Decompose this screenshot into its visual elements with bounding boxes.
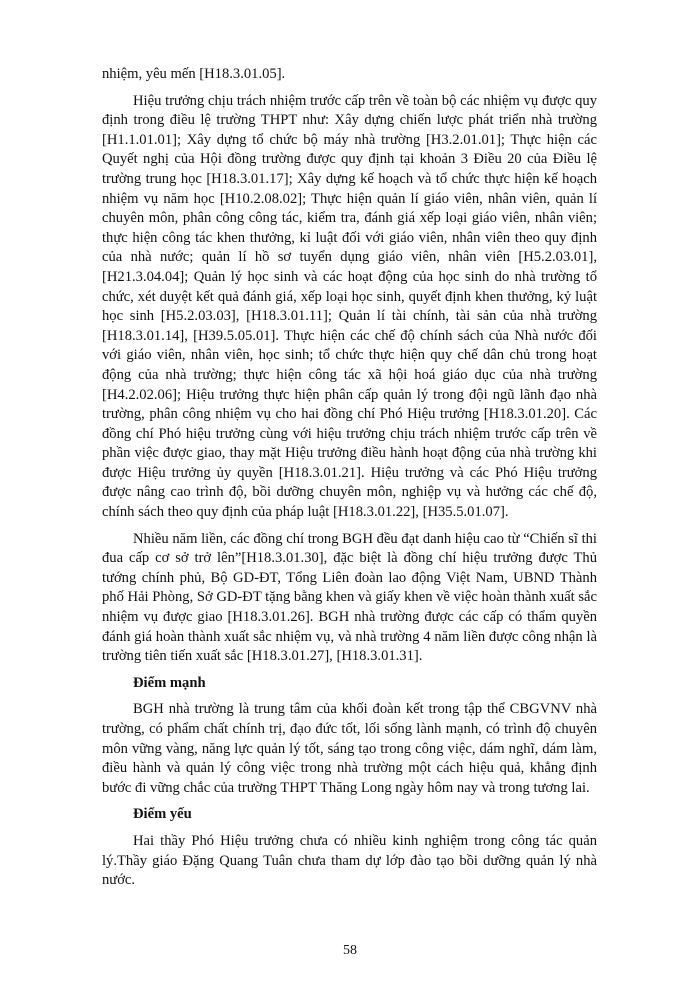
strengths-paragraph: BGH nhà trường là trung tâm của khối đoàn kết trong tập thể CBGVNV nhà trường, có phẩm chất chính trị, đạo đức tốt, lối sống lành mạnh, có trình độ chuyên môn vững vàng, năng lực quản lý tốt, sáng tạo trong công việc, dám nghĩ, dám làm, điều hành và quản lý công việc trong nhà trường một cách hiệu quả, khẳng định bước đi vững chắc của trường THPT Thăng Long ngày hôm nay và trong tương lai.: [102, 701, 597, 796]
paragraph-principal-duties: Hiệu trưởng chịu trách nhiệm trước cấp trên về toàn bộ các nhiệm vụ được quy định trong điều lệ trường THPT như: Xây dựng chiến lược phát triển nhà trường [H1.1.01.01]; Xây dựng tổ chức bộ máy nhà trường [H3.2.01.01]; Thực hiện các Quyết nghị của Hội đồng trường được quy định tại khoản 3 Điều 20 của Điều lệ trường trung học [H18.3.01.17]; Xây dựng kế hoạch và tổ chức thực hiện kế hoạch nhiệm vụ năm học [H10.2.08.02]; Thực hiện quản lí giáo viên, nhân viên, quản lí chuyên môn, phân công công tác, kiểm tra, đánh giá xếp loại giáo viên, nhân viên; thực hiện công tác khen thưởng, kỉ luật đối với giáo viên, nhân viên theo quy định của nhà nước; quản lí hồ sơ tuyển dụng giáo viên, nhân viên [H5.2.03.01], [H21.3.04.04]; Quản lý học sinh và các hoạt động của học sinh do nhà trường tổ chức, xét duyệt kết quả đánh giá, xếp loại học sinh, quyết định khen thưởng, kỷ luật học sinh [H5.2.03.03], [H18.3.01.11]; Quản lí tài chính, tài sản của nhà trường [H18.3.01.14], [H39.5.05.01]. Thực hiện các chế độ chính sách của Nhà nước đối với giáo viên, nhân viên, học sinh; tổ chức thực hiện quy chế dân chủ trong hoạt động của nhà trường; thực hiện công tác xã hội hoá giáo dục của nhà trường [H4.2.02.06]; Hiệu trưởng thực hiện phân cấp quản lý trong đội ngũ lãnh đạo nhà trường, phân công nhiệm vụ cho hai đồng chí Phó Hiệu trưởng [H18.3.01.20]. Các đồng chí Phó hiệu trưởng cùng với hiệu trưởng chịu trách nhiệm trước cấp trên về phần việc được giao, thay mặt Hiệu trưởng điều hành hoạt động của nhà trường khi được Hiệu trưởng ủy quyền [H18.3.01.21]. Hiệu trưởng và các Phó Hiệu trưởng được nâng cao trình độ, bồi dưỡng chuyên môn, nghiệp vụ và hưởng các chế độ, chính sách theo quy định của pháp luật [H18.3.01.22], [H35.5.01.07].: [102, 92, 597, 521]
paragraph-awards: Nhiều năm liền, các đồng chí trong BGH đều đạt danh hiệu cao từ “Chiến sĩ thi đua cấp cơ sở trở lên”[H18.3.01.30], đặc biệt là đồng chí hiệu trưởng được Thủ tướng chính phủ, Bộ GD-ĐT, Tổng Liên đoàn lao động Việt Nam, UBND Thành phố Hải Phòng, Sở GD-ĐT tặng bằng khen và giấy khen về việc hoàn thành xuất sắc nhiệm vụ được giao [H18.3.01.26]. BGH nhà trường được các cấp có thẩm quyền đánh giá hoàn thành xuất sắc nhiệm vụ, và nhà trường 4 năm liền được công nhận là trường tiên tiến xuất sắc [H18.3.01.27], [H18.3.01.31].: [102, 530, 598, 665]
strengths-heading: Điểm mạnh: [133, 674, 206, 691]
page-number: 58: [343, 943, 357, 958]
weaknesses-heading: Điểm yếu: [133, 806, 192, 823]
paragraph-continuation: nhiệm, yêu mến [H18.3.01.05].: [102, 66, 286, 82]
weaknesses-paragraph: Hai thầy Phó Hiệu trưởng chưa có nhiều kinh nghiệm trong công tác quản lý.Thầy giáo Đặng Quang Tuân chưa tham dự lớp đào tạo bồi dưỡng quản lý nhà nước.: [102, 832, 597, 889]
document-body: [102, 65, 597, 891]
